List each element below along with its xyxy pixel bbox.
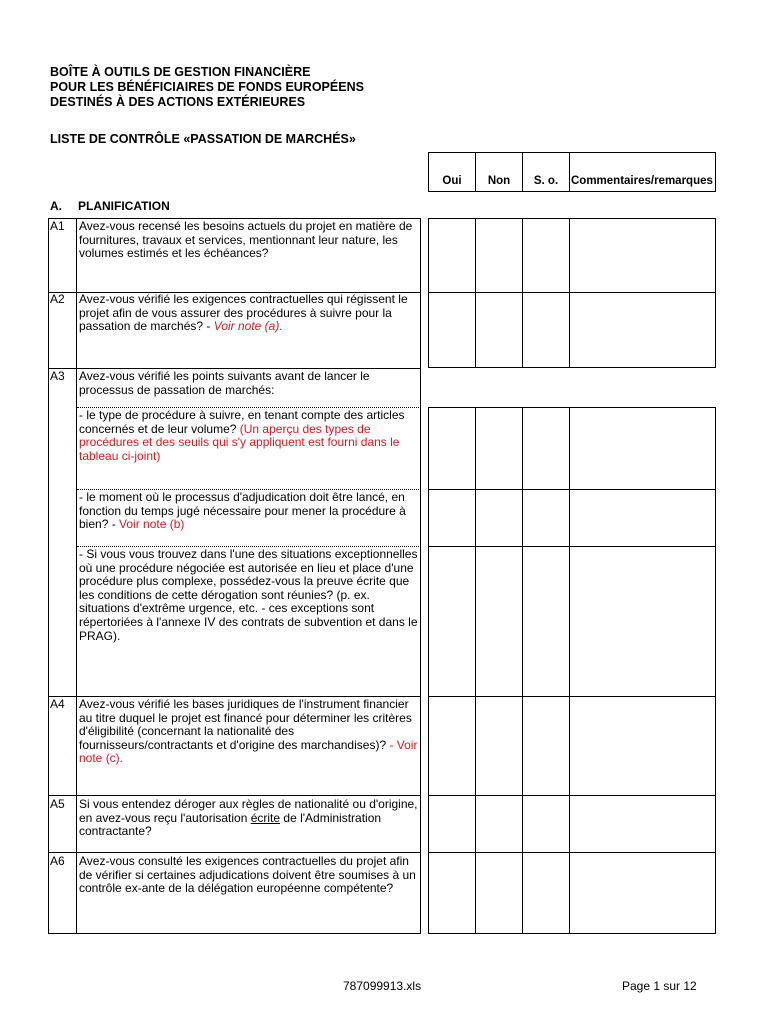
question-a5-text: Si vous entendez déroger aux règles de nationalité ou d'origine, en avez-vous reçu l'autorisation écrite de l'Administration contractante? (79, 797, 418, 839)
toolkit-title-line-3: DESTINÉS À DES ACTIONS EXTÉRIEURES (50, 95, 306, 109)
note-c-reference: - Voir note (c). (79, 737, 418, 766)
column-non: Non (487, 175, 511, 187)
column-oui: Oui (442, 175, 462, 187)
question-a4-text: Avez-vous vérifié les bases juridiques de l'instrument financier au titre duquel le projet est financé pour déterminer les critères d'éligibilité (concernant la nationalité des fournisseurs/contractants et d'origine des marchandises)? - Voir note (c). (79, 697, 418, 766)
footer-filename: 787099913.xls (343, 979, 422, 993)
toolkit-title-line-2: POUR LES BÉNÉFICIAIRES DE FONDS EUROPÉENS (50, 80, 364, 94)
question-a2-text: Avez-vous vérifié les exigences contractuelles qui régissent le projet afin de vous assurer des procédures à suivre pour la passation de marchés? - Voir note (a). (79, 292, 408, 334)
question-id-a1: A1 (50, 219, 65, 233)
question-a6-text: Avez-vous consulté les exigences contractuelles du projet afin de vérifier si certaines adjudications doivent être soumises à un contrôle ex-ante de la délégation européenne compétente? (79, 854, 416, 896)
question-a1-text: Avez-vous recensé les besoins actuels du projet en matière de fournitures, travaux et services, mentionnant leur nature, les volumes estimés et les échéances? (79, 219, 413, 261)
question-id-a2: A2 (50, 292, 65, 306)
note-b-reference: Voir note (b) (119, 517, 185, 532)
section-letter: A. (50, 199, 62, 213)
section-title: PLANIFICATION (78, 199, 170, 213)
column-comments: Commentaires/remarques (571, 175, 713, 187)
question-id-a3: A3 (50, 369, 65, 383)
question-a3-text: Avez-vous vérifié les points suivants avant de lancer le processus de passation de marchés: (79, 369, 370, 397)
column-so: S. o. (533, 175, 559, 187)
footer-page-number: Page 1 sur 12 (622, 979, 697, 993)
question-id-a5: A5 (50, 797, 65, 811)
question-id-a4: A4 (50, 697, 65, 711)
written-emphasis: écrite (250, 810, 281, 825)
note-a-reference: Voir note (a). (213, 319, 283, 334)
procedure-table-note: (Un aperçu des types de procédures et des seuils qui s'y appliquent est fourni dans le tableau ci-joint) (79, 421, 400, 463)
question-a3-sub1-text: - le type de procédure à suivre, en tenant compte des articles concernés et de leur volume? (Un aperçu des types de procédures et des seuils qui s'y appliquent est fourni dans le tableau ci-joint) (79, 408, 405, 463)
answer-grid-a3-a6 (428, 407, 716, 934)
toolkit-title-line-1: BOÎTE À OUTILS DE GESTION FINANCIÈRE (50, 65, 311, 79)
question-id-a6: A6 (50, 854, 65, 868)
checklist-title: LISTE DE CONTRÔLE «PASSATION DE MARCHÉS» (50, 132, 356, 146)
question-a3-sub2-text: - le moment où le processus d'adjudication doit être lancé, en fonction du temps jugé nécessaire pour mener la procédure à bien? - Voir note (b) (79, 490, 406, 532)
question-a3-sub3-text: - Si vous vous trouvez dans l'une des situations exceptionnelles où une procédure négociée est autorisée en lieu et place d'une procédure plus complexe, possédez-vous la preuve écrite que les conditions de cette dérogation sont réunies? (p. ex. situations d'extrême urgence, etc. - ces exceptions sont répertoriées à l'annexe IV des contrats de subvention et dans le PRAG). (79, 547, 418, 643)
answer-grid-a1-a2 (428, 218, 716, 368)
